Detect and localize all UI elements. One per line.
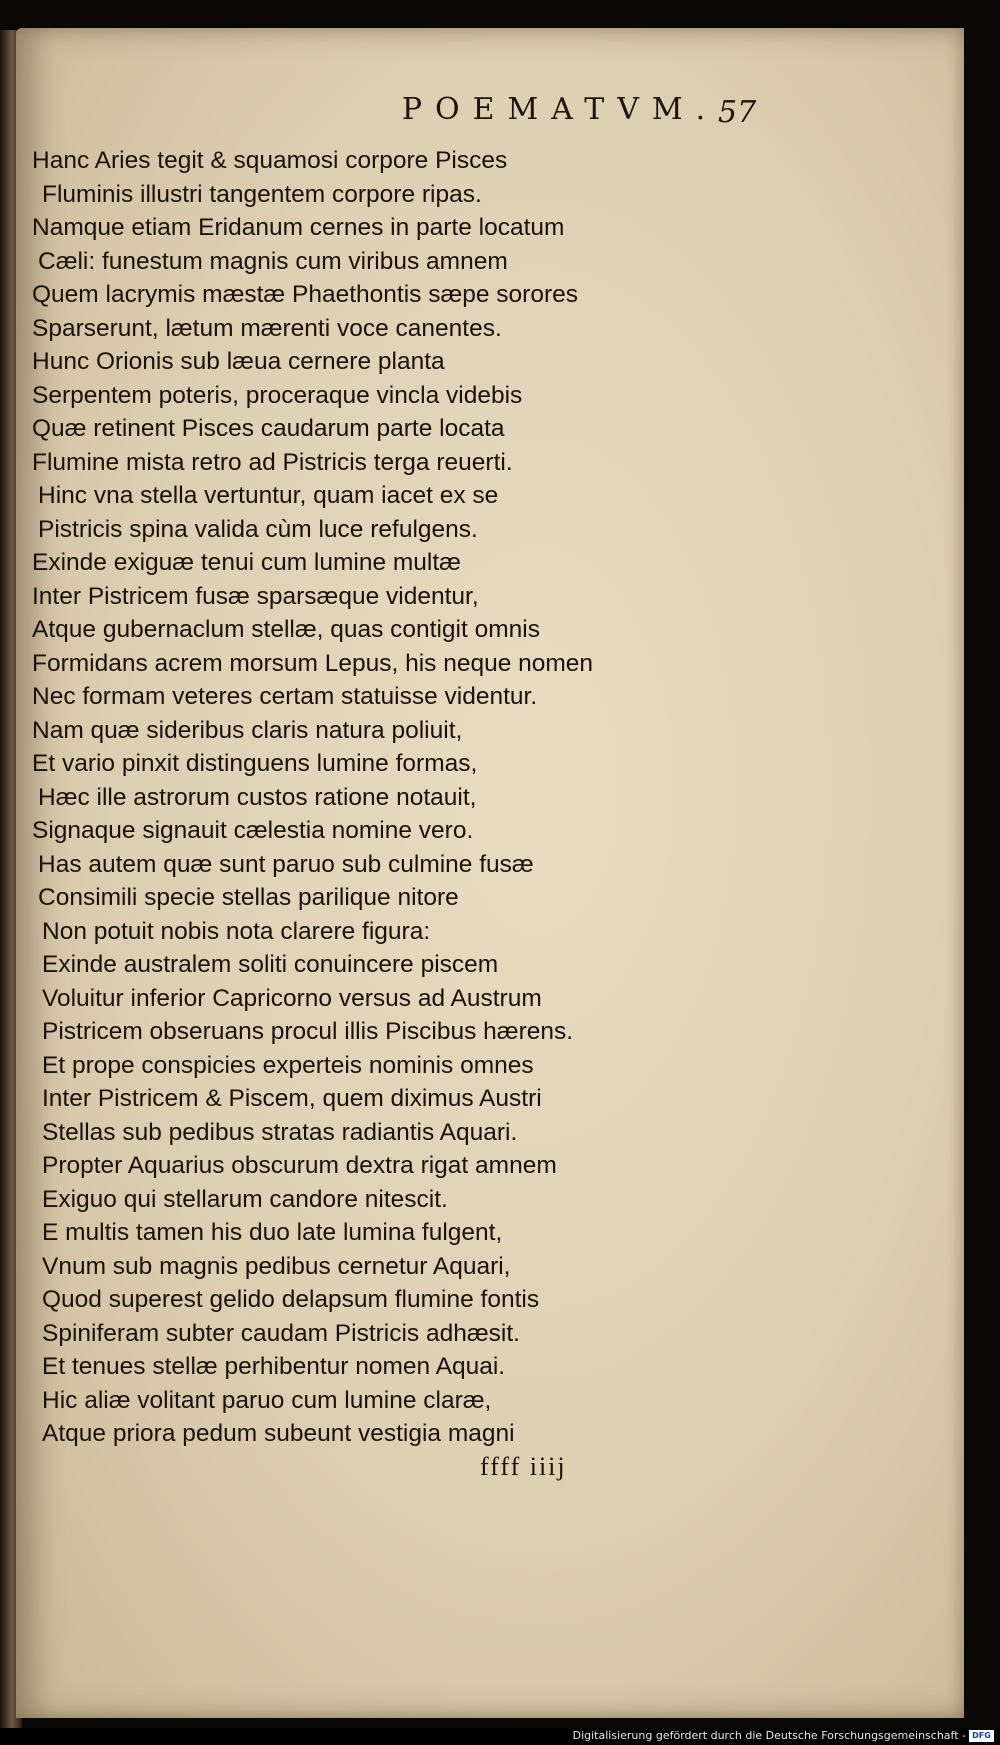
verse-line: Pistricis spina valida cùm luce refulgens. [38,515,478,543]
verse-line: Exinde australem soliti conuincere piscem [42,951,499,978]
verse-line: Quod superest gelido delapsum flumine fontis [42,1286,540,1313]
verse-line: Nec formam veteres certam statuisse videntur. [32,683,538,710]
running-title: POEMATVM. [401,92,719,127]
verse-line: Hanc Aries tegit & squamosi corpore Pisces [32,147,508,174]
verse-line: Spiniferam subter caudam Pistricis adhæsit. [42,1319,520,1347]
verse-line: Exiguo qui stellarum candore nitescit. [42,1185,448,1213]
verse-line: Nam quæ sideribus claris natura poliuit, [32,716,463,744]
verse-line: Vnum sub magnis pedibus cernetur Aquari, [42,1252,511,1280]
verse-line: E multis tamen his duo late lumina fulgent, [42,1219,503,1246]
verse-line: Et vario pinxit distinguens lumine formas, [32,750,478,777]
verse-line: Formidans acrem morsum Lepus, his neque nomen [32,649,594,677]
verse-line: Fluminis illustri tangentem corpore ripas. [42,180,482,208]
verse-line: Namque etiam Eridanum cernes in parte locatum [32,214,565,241]
verse-line: Exinde exiguæ tenui cum lumine multæ [32,549,461,576]
verse-line: Stellas sub pedibus stratas radiantis Aquari. [42,1118,518,1146]
verse-line: Inter Pistricem & Piscem, quem diximus Austri [42,1085,542,1112]
verse-line: Cæli: funestum magnis cum viribus amnem [38,247,508,275]
verse-line: Inter Pistricem fusæ sparsæque videntur, [32,582,479,610]
page-number: 57 [718,95,757,130]
signature-mark: ffff iiij [480,1452,567,1481]
verse-line: Propter Aquarius obscurum dextra rigat amnem [42,1152,557,1179]
verse-line: Non potuit nobis nota clarere figura: [42,917,431,945]
verse-line: Has autem quæ sunt paruo sub culmine fusæ [38,850,534,878]
running-head [0,92,1000,127]
verse-line: Serpentem poteris, proceraque vincla videbis [32,381,523,409]
verse-line: Sparserunt, lætum mærenti voce canentes. [32,314,502,342]
verse-line: Hinc vna stella vertuntur, quam iacet ex se [38,482,499,509]
verse-line: Quem lacrymis mæstæ Phaethontis sæpe sorores [32,281,578,308]
verse-list [30,144,670,1451]
verse-line: Hic aliæ volitant paruo cum lumine claræ, [42,1386,492,1414]
verse-line: Atque gubernaclum stellæ, quas contigit omnis [32,616,540,643]
verse-line: Quæ retinent Pisces caudarum parte locata [32,415,505,442]
verse-line: Signaque signauit cælestia nomine vero. [32,817,474,844]
verse-line: Voluitur inferior Capricorno versus ad Austrum [42,984,542,1012]
verse-line: Hunc Orionis sub læua cernere planta [32,348,445,375]
digitization-credit: Digitalisierung gefördert durch die Deutsche Forschungsgemeinschaft - [572,1729,966,1742]
dfg-logo: DFG [969,1730,994,1742]
verse-line: Atque priora pedum subeunt vestigia magni [42,1420,515,1447]
verse-line: Hæc ille astrorum custos ratione notauit, [38,783,477,811]
verse-line: Flumine mista retro ad Pistricis terga reuerti. [32,448,513,476]
verse-line: Et prope conspicies experteis nominis omnes [42,1051,534,1079]
verse-line: Et tenues stellæ perhibentur nomen Aquai. [42,1353,506,1380]
verse-line: Pistricem obseruans procul illis Piscibus hærens. [42,1018,574,1045]
verse-line: Consimili specie stellas parilique nitore [38,884,459,911]
